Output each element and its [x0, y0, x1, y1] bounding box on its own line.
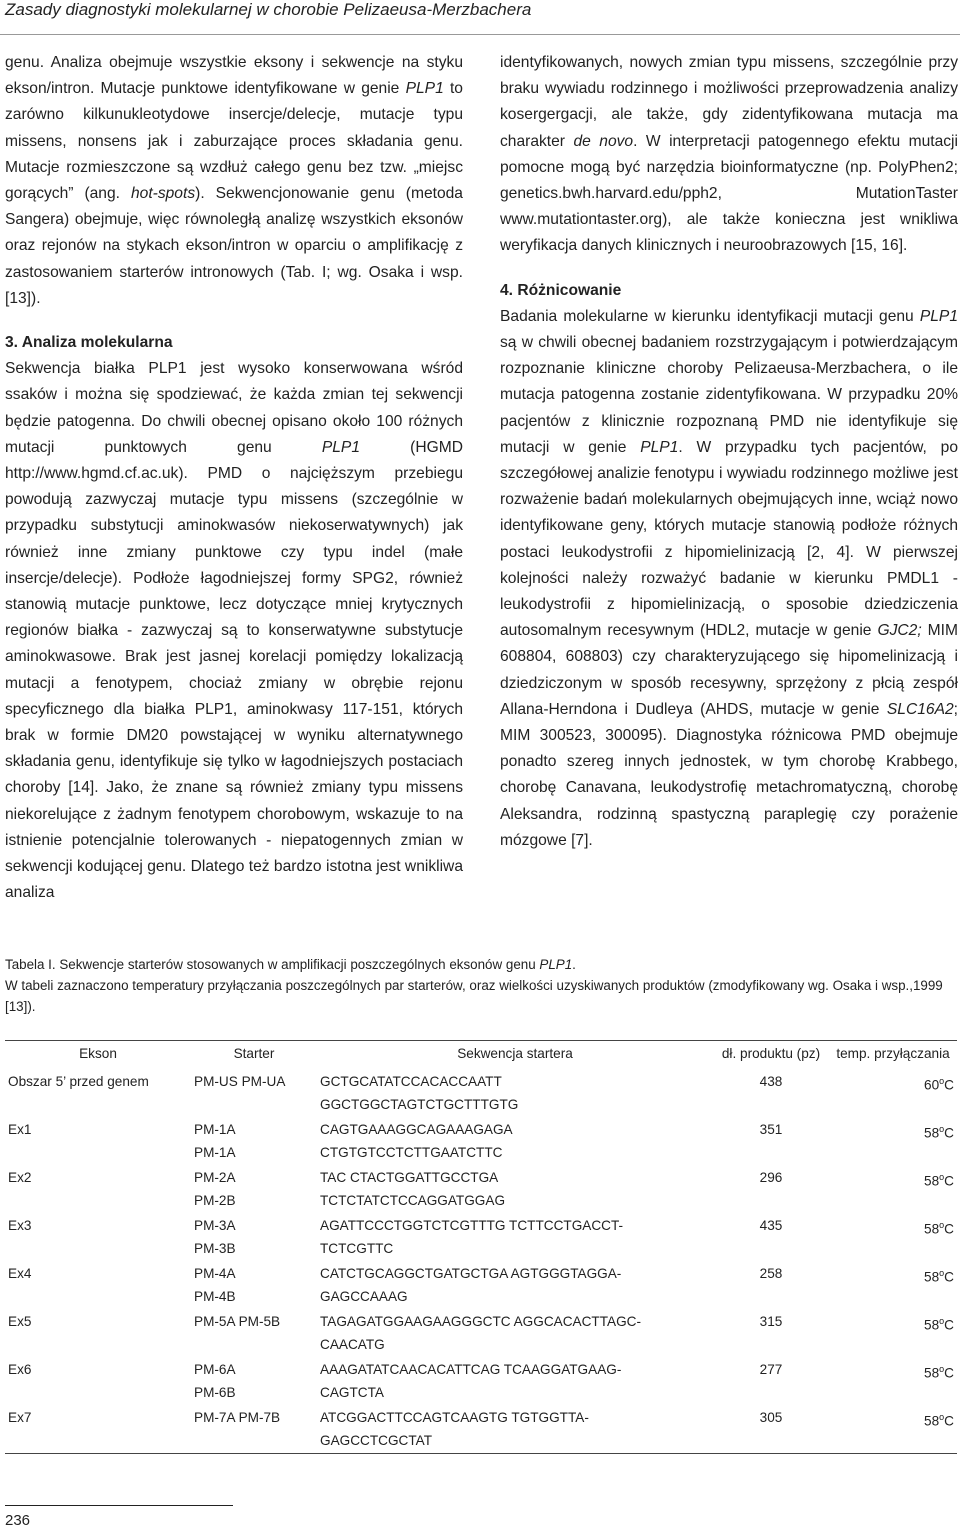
primer-table: [5, 1040, 957, 1454]
starter-line: PM-4B: [194, 1289, 236, 1304]
cell-temperature: 58$^o$C: [829, 1405, 957, 1454]
cell-product-length: 435: [759, 1218, 783, 1233]
table-row: [5, 1213, 957, 1261]
header-product-length: dł. produktu (pz): [713, 1041, 829, 1070]
paragraph: identyfikowanych, nowych zmian typu missens, szczególnie przy braku wywiadu rodzinnego i możliwości przeprowadzenia analizy kosergergacji, ale także, gdy zidentyfikowana mutacja ma charakter de novo. W interpretacji patogennego efektu mutacji pomocne mogą być narzędzia bioinformatyczne (np. PolyPhen2; genetics.bwh.harvard.edu/pph2, MutationTaster www.mutationtaster.org), ale także konieczna jest wnikliwa weryfikacja danych klinicznych i neuroobrazowych [15, 16].: [500, 54, 958, 255]
cell-product-length: 315: [759, 1314, 783, 1329]
starter-line: PM-3A: [194, 1218, 236, 1233]
table-body: [5, 1069, 957, 1454]
section-heading-4: 4. Różnicowanie: [500, 281, 622, 299]
starter-line: PM-5A PM-5B: [194, 1314, 281, 1329]
table-row: [5, 1309, 957, 1357]
cell-starter: [191, 1405, 317, 1454]
sequence-line: CAGTCTA: [320, 1385, 384, 1400]
table-row: [5, 1261, 957, 1309]
cell-starter: [191, 1261, 317, 1309]
cell-starter: [191, 1117, 317, 1165]
sequence-line: TCTCTATCTCCAGGATGGAG: [320, 1193, 506, 1208]
cell-starter: [191, 1213, 317, 1261]
page-number: 236: [5, 1512, 31, 1529]
cell-temperature: 58$^o$C: [924, 1124, 954, 1141]
cell-sequence: [317, 1213, 713, 1261]
sequence-line: ATCGGACTTCCAGTCAAGTG TGTGGTTA-: [320, 1410, 589, 1425]
sequence-line: GCTGCATATCCACACCAATT: [320, 1074, 502, 1089]
sequence-line: TCTCGTTC: [320, 1241, 394, 1256]
starter-line: PM-1A: [194, 1145, 236, 1160]
header-ekson: Ekson: [5, 1041, 191, 1070]
cell-sequence: [317, 1405, 713, 1454]
sequence-line: GAGCCAAAG: [320, 1289, 408, 1304]
paragraph: Sekwencja białka PLP1 jest wysoko konserwowana wśród ssaków i można się spodziewać, że każda zmian tej sekwencji będzie patogenna. Do chwili obecnej opisano około 100 różnych mutacji punktowych genu PLP1 (HGMD http://www.hgmd.cf.ac.uk). PMD o najcięższym przebiegu powodują zazwyczaj mutacje typu missens (szczególnie w przypadku substytucji aminokwasów niekoserwatywnych) jak również inne zmiany punktowe czy typu indel (małe insercje/delecje). Podłoże łagodniejszej formy SPG2, również stanowią mutacje punktowe, lecz dotyczące mniej krytycznych regionów białka - zazwyczaj są to konserwatywne substytucje aminokwasowe. Brak jest jasnej korelacji pomiędzy lokalizacją mutacji a fenotypem, chociaż zmiany w obrębie rejonu specyficznego dla białka PLP1, aminokwasy 117-151, których brak w formie DM20 powstającej w wyniku alternatywnego składania genu, identyfikuje się tylko w łagodniejszych postaciach choroby [14]. Jako, że znane są również zmiany typu missens niekorelujące z żadnym fenotypem chorobowym, wskazuje to na istnienie potencjalnie tolerowanych - niepatogennych zmian w sekwencji kodującej genu. Dlatego też bardzo istotna jest wnikliwa analiza: [5, 360, 463, 902]
cell-temperature: 58$^o$C: [924, 1172, 954, 1189]
cell-product-length: 258: [759, 1266, 783, 1281]
header-starter: Starter: [191, 1041, 317, 1070]
cell-sequence: [317, 1069, 713, 1117]
sequence-line: GGCTGGCTAGTCTGCTTTGTG: [320, 1097, 519, 1112]
left-column: [5, 50, 463, 907]
sequence-line: TAC CTACTGGATTGCCTGA: [320, 1170, 499, 1185]
starter-line: PM-4A: [194, 1266, 236, 1281]
cell-product-length: 296: [759, 1170, 783, 1185]
starter-line: PM-2A: [194, 1170, 236, 1185]
cell-starter: [191, 1165, 317, 1213]
section-heading-3: 3. Analiza molekularna: [5, 334, 173, 352]
sequence-line: CATCTGCAGGCTGATGCTGA AGTGGGTAGGA-: [320, 1266, 622, 1281]
cell-starter: [191, 1309, 317, 1357]
starter-line: PM-3B: [194, 1241, 236, 1256]
cell-sequence: [317, 1165, 713, 1213]
table-row: [5, 1069, 957, 1117]
cell-starter: [191, 1357, 317, 1405]
caption-line: W tabeli zaznaczono temperatury przyłączania poszczególnych par starterów, oraz wielkości uzyskiwanych produktów (zmodyfikowany wg. Osaka i wsp.,1999 [13]).: [5, 978, 943, 1014]
header-rule: [0, 34, 960, 35]
cell-temperature: 58$^o$C: [924, 1316, 954, 1333]
cell-ekson: Obszar 5’ przed genem: [8, 1074, 149, 1089]
cell-product-length: 438: [759, 1074, 783, 1089]
cell-temperature: 60$^o$C: [924, 1076, 954, 1093]
cell-sequence: [317, 1309, 713, 1357]
table-caption: [5, 954, 957, 1017]
cell-temperature: 58$^o$C: [924, 1268, 954, 1285]
table-row: [5, 1405, 957, 1454]
starter-line: PM-7A PM-7B: [194, 1410, 281, 1425]
cell-product-length: 305: [713, 1405, 829, 1454]
header-temperature: temp. przyłączania: [829, 1041, 957, 1070]
cell-ekson: Ex3: [8, 1218, 32, 1233]
right-column: [500, 50, 958, 854]
table-header-row: [5, 1041, 957, 1070]
starter-line: PM-6A: [194, 1362, 236, 1377]
cell-temperature: 58$^o$C: [924, 1220, 954, 1237]
sequence-line: CAGTGAAAGGCAGAAAGAGA: [320, 1122, 513, 1137]
sequence-line: TAGAGATGGAAGAAGGGCTC AGGCACACTTAGC-: [320, 1314, 641, 1329]
cell-sequence: [317, 1261, 713, 1309]
table-row: [5, 1165, 957, 1213]
table-row: [5, 1117, 957, 1165]
sequence-line: CTGTGTCCTCTTGAATCTTC: [320, 1145, 503, 1160]
cell-ekson: Ex6: [8, 1362, 32, 1377]
cell-product-length: 351: [759, 1122, 783, 1137]
cell-product-length: 277: [759, 1362, 783, 1377]
starter-line: PM-6B: [194, 1385, 236, 1400]
table-row: [5, 1357, 957, 1405]
cell-ekson: Ex1: [8, 1122, 32, 1137]
cell-ekson: Ex7: [5, 1405, 191, 1454]
cell-ekson: Ex2: [8, 1170, 32, 1185]
footer-rule: [5, 1505, 233, 1506]
cell-sequence: [317, 1117, 713, 1165]
header-sequence: Sekwencja startera: [317, 1041, 713, 1070]
paragraph: genu. Analiza obejmuje wszystkie eksony i sekwencje na styku ekson/intron. Mutacje punktowe identyfikowane w genie PLP1 to zarówno kilkunukleotydowe insercje/delecje, mutacje typu missens, nonsens jak i zaburzające proces składania genu. Mutacje rozmieszczone są wzdłuż całego genu bez tzw. „miejsc gorących” (ang. hot-spots). Sekwencjonowanie genu (metoda Sangera) obejmuje, więc równoległą analizę wszystkich eksonów oraz rejonów na stykach ekson/intron w oparciu o amplifikację z zastosowaniem starterów intronowych (Tab. I; wg. Osaka i wsp. [13]).: [5, 54, 463, 307]
caption-line: Tabela I. Sekwencje starterów stosowanych w amplifikacji poszczególnych eksonów genu PLP1.: [5, 957, 576, 972]
sequence-line: CAACATG: [320, 1337, 385, 1352]
cell-sequence: [317, 1357, 713, 1405]
cell-ekson: Ex5: [8, 1314, 32, 1329]
starter-line: PM-2B: [194, 1193, 236, 1208]
running-header: Zasady diagnostyki molekularnej w chorobie Pelizaeusa-Merzbachera: [5, 0, 532, 19]
sequence-line: AGATTCCCTGGTCTCGTTTG TCTTCCTGACCT-: [320, 1218, 624, 1233]
cell-temperature: 58$^o$C: [924, 1364, 954, 1381]
sequence-line: AAAGATATCAACACATTCAG TCAAGGATGAAG-: [320, 1362, 622, 1377]
paragraph: Badania molekularne w kierunku identyfikacji mutacji genu PLP1 są w chwili obecnej badaniem rozstrzygającym i potwierdzającym rozpoznanie kliniczne choroby Pelizaeusa-Merzbachera, o ile mutacja patogenna zostanie zidentyfikowana. W przypadku 20% pacjentów z klinicznie rozpoznaną PMD nie identyfikuje się mutacji w genie PLP1. W przypadku tych pacjentów, po szczegółowej analizie fenotypu i wywiadu rodzinnego możliwe jest rozważenie badań molekularnych obejmujących inne, wciąż nowo identyfikowane geny, których mutacje stanowią podłoże różnych postaci leukodystrofii z hipomielinizacją [2, 4]. W pierwszej kolejności należy rozważyć badanie w kierunku PMDL1 - leukodystrofii z hipomielinizacją, o sposobie dziedziczenia autosomalnym recesywnym (HDL2, mutacje w genie GJC2; MIM 608804, 608803) czy charakteryzującego się hipomelinizacją i dziedziczonym w sposób recesywny, sprzężony z płcią zespół Allana-Herndona i Dudleya (AHDS, mutacje w genie SLC16A2; MIM 300523, 300095). Diagnostyka różnicowa PMD obejmuje ponadto szereg innych jednostek, w tym chorobę Krabbego, chorobę Canavana, leukodystrofię metachromatyczną, chorobę Aleksandra, rodzinną spastyczną paraplegię czy porażenie mózgowe [7].: [500, 307, 959, 849]
sequence-line: GAGCCTCGCTAT: [320, 1433, 433, 1448]
starter-line: PM-1A: [194, 1122, 236, 1137]
cell-ekson: Ex4: [8, 1266, 32, 1281]
starter-line: PM-US PM-UA: [194, 1074, 286, 1089]
cell-starter: [191, 1069, 317, 1117]
